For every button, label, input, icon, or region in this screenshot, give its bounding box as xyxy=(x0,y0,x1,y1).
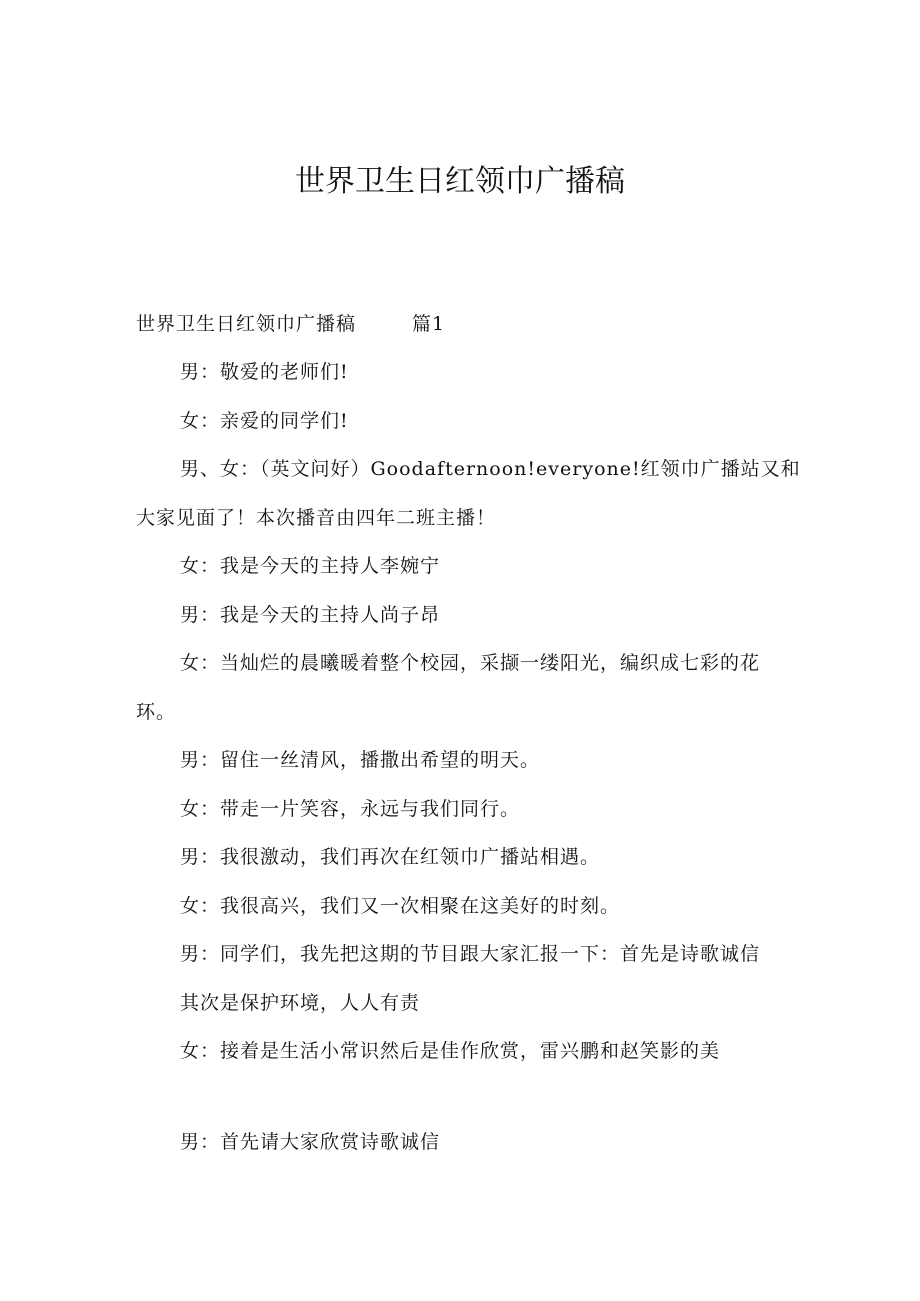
section-heading-text: 世界卫生日红领巾广播稿 xyxy=(136,313,357,335)
dialogue-line: 其次是保护环境，人人有责 xyxy=(180,992,421,1014)
section-heading xyxy=(136,311,445,337)
dialogue-line-continuation: 大家见面了！本次播音由四年二班主播！ xyxy=(136,507,497,529)
dialogue-line: 男、女：（英文问好）Goodafternoon!everyone!红领巾广播站又和 xyxy=(180,458,801,480)
dialogue-line: 女：我很高兴，我们又一次相聚在这美好的时刻。 xyxy=(180,895,621,917)
dialogue-line: 女：当灿烂的晨曦暖着整个校园，采撷一缕阳光，编织成七彩的花 xyxy=(180,652,761,674)
dialogue-line: 男：同学们，我先把这期的节目跟大家汇报一下：首先是诗歌诚信 xyxy=(180,943,761,965)
dialogue-line: 男：我是今天的主持人尚子昂 xyxy=(180,604,441,626)
dialogue-line: 女：带走一片笑容，永远与我们同行。 xyxy=(180,798,521,820)
dialogue-line: 女：我是今天的主持人李婉宁 xyxy=(180,555,441,577)
dialogue-line: 男：敬爱的老师们! xyxy=(180,361,349,383)
section-part-label: 篇1 xyxy=(412,313,446,335)
dialogue-line: 男：首先请大家欣赏诗歌诚信 xyxy=(180,1131,441,1153)
document-title: 世界卫生日红领巾广播稿 xyxy=(295,164,625,199)
dialogue-line: 男：我很激动，我们再次在红领巾广播站相遇。 xyxy=(180,846,601,868)
dialogue-line: 女：亲爱的同学们! xyxy=(180,410,349,432)
dialogue-line: 男：留住一丝清风，播撒出希望的明天。 xyxy=(180,749,541,771)
dialogue-line-continuation: 环。 xyxy=(136,701,177,723)
dialogue-line: 女：接着是生活小常识然后是佳作欣赏，雷兴鹏和赵笑影的美 xyxy=(180,1040,721,1062)
